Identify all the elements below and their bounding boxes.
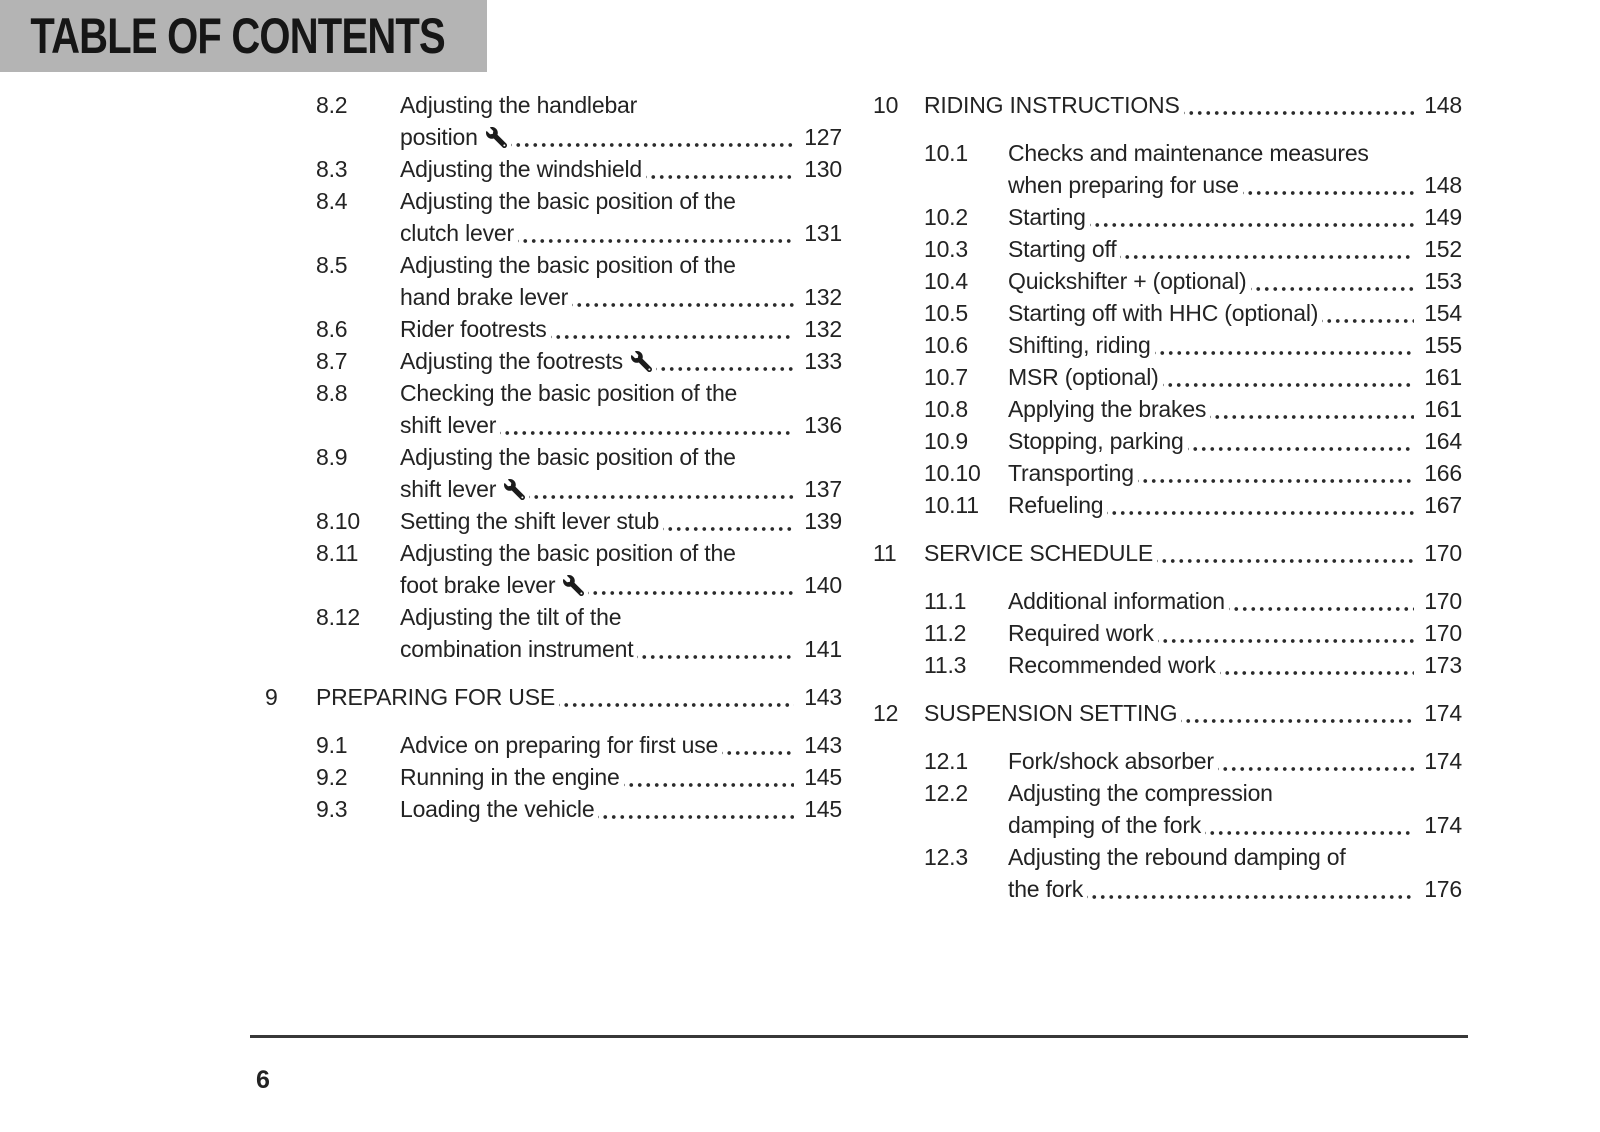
entry-title: hand brake lever — [400, 284, 569, 310]
toc-entry — [265, 185, 842, 249]
page-ref: 170 — [1424, 540, 1462, 566]
page-ref: 155 — [1424, 332, 1462, 358]
entry-title: position — [400, 124, 478, 150]
entry-body — [924, 697, 1462, 729]
entry-line — [400, 153, 842, 185]
entry-line — [924, 697, 1462, 729]
entry-title: Running in the engine — [400, 764, 620, 790]
page-ref: 170 — [1424, 588, 1462, 614]
entry-title: combination instrument — [400, 636, 634, 662]
section-number: 10.6 — [924, 332, 968, 358]
page-ref: 143 — [804, 732, 842, 758]
page-ref: 149 — [1424, 204, 1462, 230]
wrench-icon — [563, 575, 584, 596]
page-ref: 153 — [1424, 268, 1462, 294]
page-ref: 148 — [1424, 172, 1462, 198]
entry-title: clutch lever — [400, 220, 514, 246]
dot-leader — [1205, 809, 1414, 841]
dot-leader — [1184, 89, 1415, 121]
entry-title: Advice on preparing for first use — [400, 732, 719, 758]
toc-entry — [265, 761, 842, 793]
entry-body — [400, 537, 842, 601]
dot-leader — [588, 569, 794, 601]
dot-leader — [500, 409, 794, 441]
dot-leader — [598, 793, 794, 825]
entry-body — [400, 313, 842, 345]
entry-line — [1008, 617, 1462, 649]
section-number: 10 — [873, 92, 899, 118]
page-ref: 167 — [1424, 492, 1462, 518]
page-ref: 164 — [1424, 428, 1462, 454]
page-ref: 174 — [1424, 748, 1462, 774]
toc-entry — [265, 729, 842, 761]
section-number: 9.3 — [316, 796, 348, 822]
toc-entry — [265, 537, 842, 601]
entry-line — [400, 89, 842, 121]
toc-entry — [873, 137, 1462, 201]
entry-line — [1008, 425, 1462, 457]
toc-entry — [265, 441, 842, 505]
entry-title: PREPARING FOR USE — [316, 684, 555, 710]
section-number: 11.1 — [924, 588, 967, 614]
footer-rule — [250, 1035, 1468, 1038]
section-number: 11.3 — [924, 652, 967, 678]
entry-line — [400, 121, 842, 153]
entry-title: Loading the vehicle — [400, 796, 595, 822]
toc-entry — [873, 697, 1462, 729]
section-number: 8.3 — [316, 156, 348, 182]
entry-line — [924, 89, 1462, 121]
toc-entry — [873, 617, 1462, 649]
entry-title: Adjusting the tilt of the — [400, 604, 622, 630]
entry-line — [1008, 329, 1462, 361]
wrench-icon — [486, 127, 507, 148]
dot-leader — [1163, 361, 1415, 393]
page-ref: 139 — [804, 508, 842, 534]
section-number: 10.7 — [924, 364, 968, 390]
dot-leader — [1181, 697, 1414, 729]
entry-body — [1008, 489, 1462, 521]
entry-title: Adjusting the basic position of the — [400, 188, 736, 214]
entry-body — [1008, 265, 1462, 297]
entry-line — [400, 441, 842, 473]
entry-title: Rider footrests — [400, 316, 547, 342]
dot-leader — [1218, 745, 1414, 777]
dot-leader — [1251, 265, 1415, 297]
section-number: 12.2 — [924, 780, 968, 806]
entry-line — [400, 313, 842, 345]
entry-title: Applying the brakes — [1008, 396, 1207, 422]
wrench-icon — [631, 351, 652, 372]
page-ref: 140 — [804, 572, 842, 598]
dot-leader — [1220, 649, 1414, 681]
dot-leader — [572, 281, 794, 313]
entry-body — [1008, 649, 1462, 681]
dot-leader — [1120, 233, 1414, 265]
page-ref: 137 — [804, 476, 842, 502]
section-number: 12 — [873, 700, 899, 726]
toc-entry — [265, 601, 842, 665]
section-number: 10.4 — [924, 268, 968, 294]
entry-line — [1008, 649, 1462, 681]
toc-entry — [873, 745, 1462, 777]
toc-entry — [873, 361, 1462, 393]
entry-title: Additional information — [1008, 588, 1225, 614]
page-ref: 174 — [1424, 700, 1462, 726]
page-ref: 143 — [804, 684, 842, 710]
toc-entry — [873, 297, 1462, 329]
page-ref: 166 — [1424, 460, 1462, 486]
entry-body — [1008, 745, 1462, 777]
entry-line — [400, 537, 842, 569]
header-bar — [0, 0, 487, 72]
entry-body — [1008, 617, 1462, 649]
entry-body — [400, 89, 842, 153]
section-number: 11 — [873, 540, 897, 566]
page-ref: 136 — [804, 412, 842, 438]
entry-line — [1008, 585, 1462, 617]
entry-line — [1008, 297, 1462, 329]
toc-column-left — [265, 89, 842, 825]
entry-line — [400, 345, 842, 377]
entry-title: SUSPENSION SETTING — [924, 700, 1178, 726]
entry-title: Required work — [1008, 620, 1154, 646]
entry-line — [400, 729, 842, 761]
entry-title: Adjusting the handlebar — [400, 92, 638, 118]
entry-line — [400, 473, 842, 505]
entry-title: shift lever — [400, 476, 497, 502]
toc-entry — [265, 793, 842, 825]
entry-line — [400, 281, 842, 313]
toc-entry — [265, 345, 842, 377]
entry-body — [1008, 361, 1462, 393]
dot-leader — [511, 121, 795, 153]
entry-body — [1008, 841, 1462, 905]
entry-title: Adjusting the basic position of the — [400, 540, 736, 566]
entry-line — [1008, 137, 1462, 169]
dot-leader — [1087, 873, 1414, 905]
page-ref: 131 — [804, 220, 842, 246]
entry-body — [1008, 201, 1462, 233]
page-ref: 130 — [804, 156, 842, 182]
toc-entry — [873, 457, 1462, 489]
entry-title: Checking the basic position of the — [400, 380, 738, 406]
wrench-icon — [504, 479, 525, 500]
entry-title: Adjusting the footrests — [400, 348, 623, 374]
entry-title: damping of the fork — [1008, 812, 1202, 838]
entry-title: SERVICE SCHEDULE — [924, 540, 1154, 566]
entry-title: Setting the shift lever stub — [400, 508, 660, 534]
entry-line — [1008, 873, 1462, 905]
entry-line — [400, 249, 842, 281]
section-number: 8.7 — [316, 348, 348, 374]
entry-body — [1008, 457, 1462, 489]
dot-leader — [1210, 393, 1414, 425]
section-number: 8.4 — [316, 188, 348, 214]
entry-line — [400, 409, 842, 441]
toc-entry — [873, 89, 1462, 121]
entry-body — [400, 153, 842, 185]
page-ref: 161 — [1424, 396, 1462, 422]
dot-leader — [646, 153, 794, 185]
toc-entry — [873, 329, 1462, 361]
dot-leader — [722, 729, 794, 761]
section-number: 9 — [265, 684, 278, 710]
entry-body — [400, 185, 842, 249]
toc-entry — [265, 505, 842, 537]
entry-title: Adjusting the basic position of the — [400, 252, 736, 278]
entry-title: when preparing for use — [1008, 172, 1239, 198]
section-number: 10.9 — [924, 428, 968, 454]
toc-entry — [265, 681, 842, 713]
dot-leader — [1157, 537, 1414, 569]
entry-line — [400, 793, 842, 825]
entry-line — [1008, 841, 1462, 873]
dot-leader — [663, 505, 794, 537]
entry-line — [1008, 777, 1462, 809]
toc-entry — [265, 377, 842, 441]
toc-entry — [873, 233, 1462, 265]
entry-title: Adjusting the rebound damping of — [1008, 844, 1346, 870]
toc-entry — [873, 585, 1462, 617]
entry-body — [400, 761, 842, 793]
toc-entry — [265, 153, 842, 185]
page-ref: 161 — [1424, 364, 1462, 390]
entry-title: Starting — [1008, 204, 1086, 230]
dot-leader — [624, 761, 795, 793]
section-number: 8.10 — [316, 508, 360, 534]
toc-entry — [873, 649, 1462, 681]
entry-line — [400, 601, 842, 633]
entry-line — [1008, 265, 1462, 297]
entry-line — [400, 377, 842, 409]
dot-leader — [1158, 617, 1415, 649]
toc-entry — [873, 265, 1462, 297]
entry-line — [1008, 393, 1462, 425]
section-number: 12.3 — [924, 844, 968, 870]
page-ref: 145 — [804, 764, 842, 790]
entry-title: Fork/shock absorber — [1008, 748, 1214, 774]
dot-leader — [529, 473, 794, 505]
section-number: 8.6 — [316, 316, 348, 342]
page-ref: 152 — [1424, 236, 1462, 262]
section-number: 10.11 — [924, 492, 979, 518]
dot-leader — [551, 313, 795, 345]
dot-leader — [518, 217, 794, 249]
entry-body — [1008, 585, 1462, 617]
entry-title: Shifting, riding — [1008, 332, 1151, 358]
entry-body — [400, 601, 842, 665]
section-number: 12.1 — [924, 748, 968, 774]
toc-entry — [873, 201, 1462, 233]
entry-title: shift lever — [400, 412, 497, 438]
section-number: 8.11 — [316, 540, 359, 566]
entry-line — [400, 505, 842, 537]
dot-leader — [1243, 169, 1414, 201]
section-number: 10.5 — [924, 300, 968, 326]
entry-title: Adjusting the basic position of the — [400, 444, 736, 470]
entry-line — [1008, 169, 1462, 201]
entry-line — [1008, 457, 1462, 489]
dot-leader — [656, 345, 794, 377]
section-number: 11.2 — [924, 620, 967, 646]
page-ref: 145 — [804, 796, 842, 822]
entry-body — [400, 793, 842, 825]
toc-entry — [265, 89, 842, 153]
dot-leader — [559, 681, 794, 713]
toc-entry — [873, 489, 1462, 521]
page-ref: 170 — [1424, 620, 1462, 646]
entry-body — [1008, 329, 1462, 361]
entry-body — [400, 441, 842, 505]
section-number: 10.3 — [924, 236, 968, 262]
page-ref: 141 — [804, 636, 842, 662]
toc-entry — [873, 777, 1462, 841]
section-number: 8.12 — [316, 604, 360, 630]
entry-title: Starting off — [1008, 236, 1117, 262]
entry-line — [316, 681, 842, 713]
entry-body — [924, 89, 1462, 121]
page-ref: 132 — [804, 316, 842, 342]
entry-body — [1008, 393, 1462, 425]
entry-title: Transporting — [1008, 460, 1134, 486]
entry-body — [1008, 233, 1462, 265]
section-number: 8.5 — [316, 252, 348, 278]
entry-body — [400, 377, 842, 441]
dot-leader — [1107, 489, 1414, 521]
entry-body — [400, 345, 842, 377]
entry-title: Quickshifter + (optional) — [1008, 268, 1247, 294]
section-number: 8.8 — [316, 380, 348, 406]
dot-leader — [637, 633, 794, 665]
entry-title: MSR (optional) — [1008, 364, 1159, 390]
entry-line — [400, 217, 842, 249]
entry-line — [1008, 489, 1462, 521]
dot-leader — [1155, 329, 1415, 361]
entry-line — [924, 537, 1462, 569]
entry-body — [316, 681, 842, 713]
entry-body — [1008, 425, 1462, 457]
entry-body — [400, 729, 842, 761]
section-number: 10.10 — [924, 460, 981, 486]
entry-body — [400, 505, 842, 537]
page-ref: 154 — [1424, 300, 1462, 326]
dot-leader — [1090, 201, 1415, 233]
entry-title: foot brake lever — [400, 572, 556, 598]
page-number: 6 — [256, 1066, 270, 1094]
toc-entry — [873, 393, 1462, 425]
toc-column-right — [873, 89, 1462, 905]
entry-line — [400, 761, 842, 793]
entry-line — [1008, 809, 1462, 841]
toc-entry — [873, 841, 1462, 905]
section-number: 8.2 — [316, 92, 348, 118]
section-number: 8.9 — [316, 444, 348, 470]
toc-entry — [873, 537, 1462, 569]
entry-title: Stopping, parking — [1008, 428, 1184, 454]
entry-title: Refueling — [1008, 492, 1104, 518]
entry-line — [1008, 201, 1462, 233]
entry-line — [1008, 745, 1462, 777]
dot-leader — [1229, 585, 1414, 617]
dot-leader — [1322, 297, 1414, 329]
page-ref: 127 — [804, 124, 842, 150]
entry-line — [1008, 233, 1462, 265]
entry-title: Starting off with HHC (optional) — [1008, 300, 1319, 326]
entry-title: Checks and maintenance measures — [1008, 140, 1369, 166]
entry-body — [400, 249, 842, 313]
entry-title: the fork — [1008, 876, 1084, 902]
entry-body — [924, 537, 1462, 569]
page-ref: 133 — [804, 348, 842, 374]
entry-line — [1008, 361, 1462, 393]
toc-entry — [873, 425, 1462, 457]
page-ref: 148 — [1424, 92, 1462, 118]
entry-line — [400, 569, 842, 601]
page-ref: 173 — [1424, 652, 1462, 678]
section-number: 10.8 — [924, 396, 968, 422]
section-number: 10.2 — [924, 204, 968, 230]
section-number: 10.1 — [924, 140, 968, 166]
entry-line — [400, 185, 842, 217]
section-number: 9.1 — [316, 732, 348, 758]
dot-leader — [1188, 425, 1415, 457]
entry-line — [400, 633, 842, 665]
entry-title: RIDING INSTRUCTIONS — [924, 92, 1180, 118]
page-title: TABLE OF CONTENTS — [30, 8, 445, 64]
page-ref: 132 — [804, 284, 842, 310]
entry-body — [1008, 777, 1462, 841]
page-ref: 176 — [1424, 876, 1462, 902]
entry-body — [1008, 297, 1462, 329]
dot-leader — [1138, 457, 1414, 489]
entry-title: Adjusting the windshield — [400, 156, 642, 182]
page-ref: 174 — [1424, 812, 1462, 838]
toc-entry — [265, 313, 842, 345]
entry-title: Recommended work — [1008, 652, 1216, 678]
entry-title: Adjusting the compression — [1008, 780, 1273, 806]
toc-entry — [265, 249, 842, 313]
section-number: 9.2 — [316, 764, 348, 790]
entry-body — [1008, 137, 1462, 201]
